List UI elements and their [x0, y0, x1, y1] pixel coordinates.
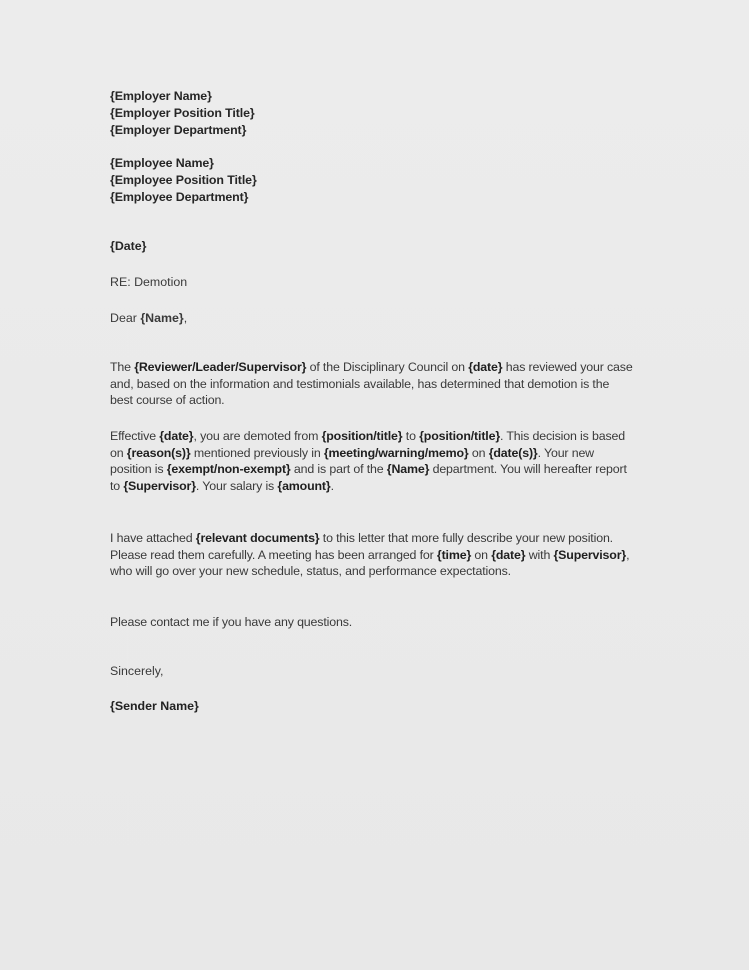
address-spacer: [110, 139, 640, 155]
text-run: on: [468, 445, 489, 460]
text-run: to: [402, 429, 420, 443]
employee-block: [110, 155, 640, 206]
text-run: The: [110, 360, 135, 374]
employer-position-title: {Employer Position Title}: [110, 106, 255, 120]
text-run: . This decision is based on: [110, 429, 625, 460]
placeholder-amount: {amount}: [277, 478, 331, 493]
placeholder-supervisor: {Supervisor}: [123, 478, 196, 493]
paragraph-contact: Please contact me if you have any questions.: [110, 615, 353, 629]
placeholder-supervisor: {Supervisor}: [553, 547, 627, 562]
text-run: I have attached: [110, 531, 196, 545]
text-run: has reviewed your case and, based on the information and testimonials available, has determined that demotion is the best course of action.: [110, 360, 633, 407]
paragraph-demotion-details: [110, 428, 635, 494]
text-run: , you are demoted from: [193, 429, 322, 443]
placeholder-reviewer: {Reviewer/Leader/Supervisor}: [134, 360, 307, 374]
text-run: . Your salary is: [195, 478, 278, 493]
salutation: [110, 311, 187, 325]
placeholder-reasons: {reason(s)}: [126, 445, 191, 460]
text-run: Effective: [110, 429, 160, 443]
placeholder-dates: {date(s)}: [488, 445, 538, 460]
employer-department: {Employer Department}: [110, 123, 247, 137]
placeholder-position: {position/title}: [419, 429, 501, 443]
text-run: .: [330, 478, 334, 493]
placeholder-position: {position/title}: [321, 429, 403, 443]
text-run: on: [471, 547, 492, 562]
text-run: with: [525, 547, 554, 562]
text-run: , who will go over your new schedule, status, and performance expectations.: [110, 547, 630, 578]
text-run: . Your new position is: [110, 445, 594, 476]
employer-name: {Employer Name}: [110, 89, 212, 103]
placeholder-exempt: {exempt/non-exempt}: [166, 462, 291, 476]
employee-position-title: {Employee Position Title}: [110, 173, 257, 187]
address-block: [110, 88, 640, 206]
employer-block: [110, 88, 640, 139]
subject-line: RE: Demotion: [110, 275, 188, 289]
sender-name: {Sender Name}: [110, 699, 199, 713]
placeholder-meeting: {meeting/warning/memo}: [323, 445, 469, 460]
text-run: of the Disciplinary Council on: [306, 360, 469, 374]
text-run: mentioned previously in: [190, 445, 324, 460]
placeholder-date: {date}: [491, 547, 526, 562]
placeholder-date: {date}: [159, 429, 194, 443]
text-run: and is part of the: [290, 462, 387, 476]
placeholder-department-name: {Name}: [386, 462, 430, 476]
salutation-name: {Name}: [140, 311, 184, 325]
text-run: department. You will hereafter report to: [110, 462, 627, 493]
letter-date: {Date}: [110, 239, 147, 253]
placeholder-time: {time}: [436, 547, 472, 562]
salutation-suffix: ,: [183, 311, 188, 325]
closing: Sincerely,: [110, 664, 164, 678]
paragraph-review: [110, 359, 635, 409]
salutation-prefix: Dear: [110, 311, 141, 325]
placeholder-date: {date}: [468, 360, 503, 374]
text-run: to this letter that more fully describe your new position. Please read them carefully. A meeting has been arranged for: [110, 531, 613, 562]
placeholder-documents: {relevant documents}: [195, 531, 320, 545]
paragraph-documents: [110, 530, 635, 580]
employee-name: {Employee Name}: [110, 156, 214, 170]
employee-department: {Employee Department}: [110, 190, 249, 204]
